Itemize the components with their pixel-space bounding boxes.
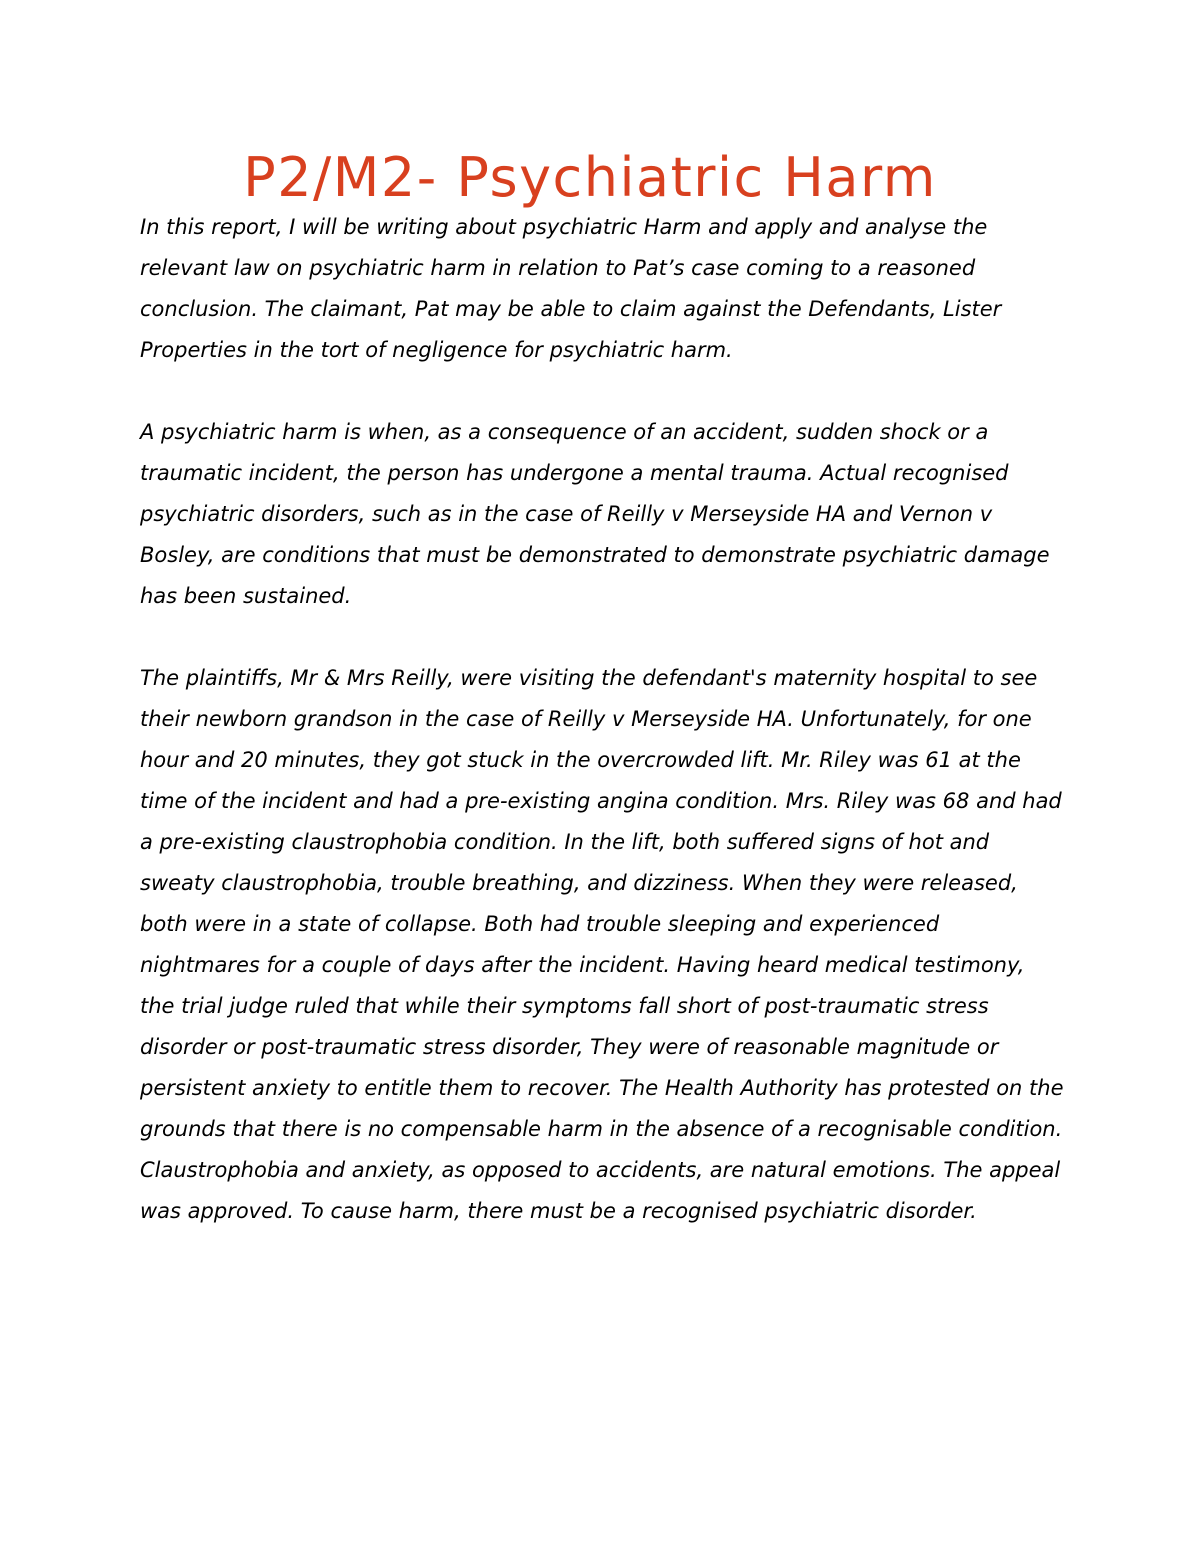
document-body [140,207,1065,1273]
paragraph-introduction: In this report, I will be writing about psychiatric Harm and apply and analyse the relevant law on psychiatric harm in relation to Pat’s case coming to a reasoned conclusion. The claimant, Pat may be able to claim against the Defendants, Lister Properties in the tort of negligence for psychiatric harm. [140,215,1002,362]
paragraph-case-reilly: The plaintiffs, Mr & Mrs Reilly, were visiting the defendant's maternity hospital to see their newborn grandson in the case of Reilly v Merseyside HA. Unfortunately, for one hour and 20 minutes, they got stuck in the overcrowded lift. Mr. Riley was 61 at the time of the incident and had a pre-existing angina condition. Mrs. Riley was 68 and had a pre-existing claustrophobia condition. In the lift, both suffered signs of hot and sweaty claustrophobia, trouble breathing, and dizziness. When they were released, both were in a state of collapse. Both had trouble sleeping and experienced nightmares for a couple of days after the incident. Having heard medical testimony, the trial judge ruled that while their symptoms fall short of post-traumatic stress disorder or post-traumatic stress disorder, They were of reasonable magnitude or persistent anxiety to entitle them to recover. The Health Authority has protested on the grounds that there is no compensable harm in the absence of a recognisable condition. Claustrophobia and anxiety, as opposed to accidents, are natural emotions. The appeal was approved. To cause harm, there must be a recognised psychiatric disorder. [140,666,1064,1223]
paragraph-definition: A psychiatric harm is when, as a consequence of an accident, sudden shock or a traumatic incident, the person has undergone a mental trauma. Actual recognised psychiatric disorders, such as in the case of Reilly v Merseyside HA and Vernon v Bosley, are conditions that must be demonstrated to demonstrate psychiatric damage has been sustained. [140,420,1050,608]
document-title: P2/M2- Psychiatric Harm [243,146,937,209]
